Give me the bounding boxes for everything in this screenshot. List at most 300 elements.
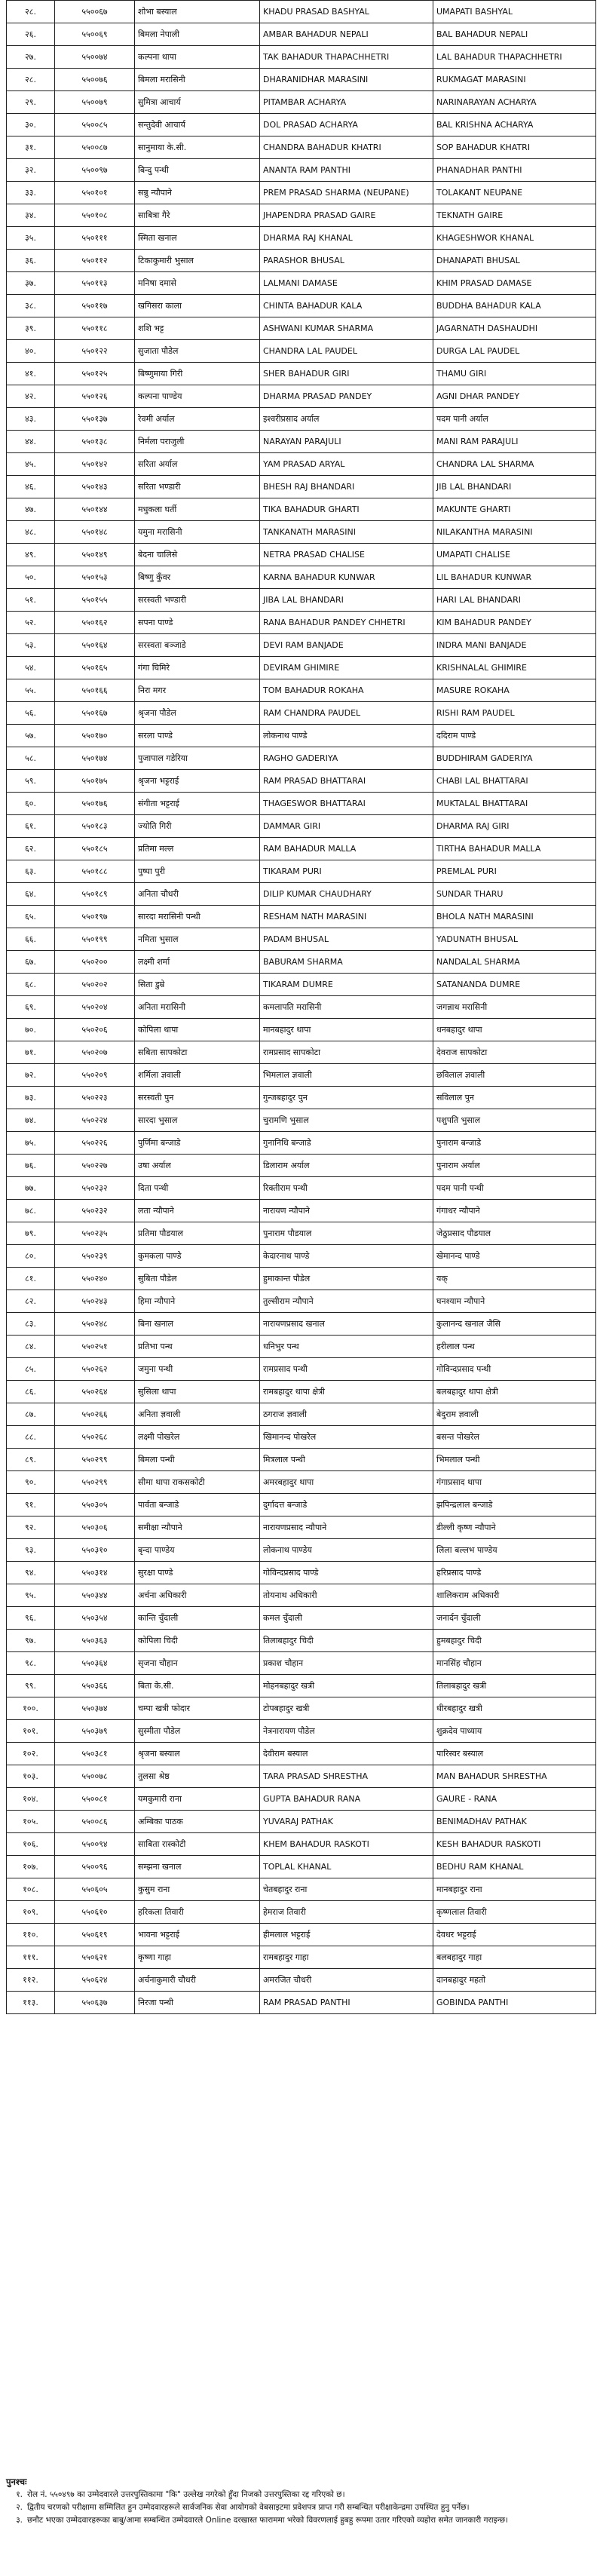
roll-number: ५५००६९ xyxy=(55,23,135,46)
table-row xyxy=(7,159,596,182)
grandfather-name: MUKTALAL BHATTARAI xyxy=(433,793,596,815)
table-row xyxy=(7,340,596,363)
roll-number: ५५०३७४ xyxy=(55,1697,135,1720)
candidate-name: लक्ष्मी पोखरेल xyxy=(135,1426,260,1449)
note-number: २. xyxy=(16,2503,23,2512)
roll-number: ५५०२०० xyxy=(55,951,135,974)
serial-number: २६. xyxy=(7,23,55,46)
roll-number: ५५०६१९ xyxy=(55,1924,135,1946)
roll-number: ५५०३१४ xyxy=(55,1562,135,1584)
grandfather-name: सविलाल पुन xyxy=(433,1087,596,1109)
father-name: तुल्सीराम न्यौपाने xyxy=(260,1290,433,1313)
table-row xyxy=(7,793,596,815)
serial-number: ४०. xyxy=(7,340,55,363)
roll-number: ५५०३४४ xyxy=(55,1584,135,1607)
candidate-name: सरिता अर्याल xyxy=(135,453,260,476)
grandfather-name: RISHI RAM PAUDEL xyxy=(433,702,596,725)
table-row xyxy=(7,815,596,838)
candidate-name: सन्नु न्यौपाने xyxy=(135,182,260,204)
serial-number: ७७. xyxy=(7,1177,55,1200)
father-name: TIKARAM DUMRE xyxy=(260,974,433,996)
table-row xyxy=(7,679,596,702)
father-name: TANKANATH MARASINI xyxy=(260,521,433,544)
roll-number: ५५०२३२ xyxy=(55,1177,135,1200)
roll-number: ५५०१४४ xyxy=(55,498,135,521)
serial-number: ११२. xyxy=(7,1969,55,1992)
serial-number: ८३. xyxy=(7,1313,55,1336)
serial-number: १०१. xyxy=(7,1720,55,1743)
candidate-name: अनिता मरासिनी xyxy=(135,996,260,1019)
father-name: रामप्रसाद सापकोटा xyxy=(260,1041,433,1064)
grandfather-name: KHAGESHWOR KHANAL xyxy=(433,227,596,250)
candidate-name: शशि भट्ट xyxy=(135,317,260,340)
roll-number: ५५०२४८ xyxy=(55,1313,135,1336)
serial-number: ६८. xyxy=(7,974,55,996)
table-row xyxy=(7,91,596,114)
roll-number: ५५०२३५ xyxy=(55,1222,135,1245)
roll-number: ५५००९७ xyxy=(55,159,135,182)
table-row xyxy=(7,408,596,431)
roll-number: ५५०३५४ xyxy=(55,1607,135,1630)
grandfather-name: घनश्याम न्यौपाने xyxy=(433,1290,596,1313)
candidate-name: श्रृजना भट्टराई xyxy=(135,770,260,793)
table-row xyxy=(7,272,596,295)
grandfather-name: KESH BAHADUR RASKOTI xyxy=(433,1833,596,1856)
father-name: मोहनबहादुर खत्री xyxy=(260,1675,433,1697)
candidate-name: बिन्दु पन्थी xyxy=(135,159,260,182)
father-name: DHARMA PRASAD PANDEY xyxy=(260,385,433,408)
roll-number: ५५०२६८ xyxy=(55,1426,135,1449)
candidate-name: बिता के.सी. xyxy=(135,1675,260,1697)
table-row xyxy=(7,1155,596,1177)
serial-number: ६३. xyxy=(7,860,55,883)
serial-number: ५४. xyxy=(7,657,55,679)
table-row xyxy=(7,747,596,770)
grandfather-name: PHANADHAR PANTHI xyxy=(433,159,596,182)
grandfather-name: जेठुप्रसाद पौडयाल xyxy=(433,1222,596,1245)
father-name: DILIP KUMAR CHAUDHARY xyxy=(260,883,433,906)
candidate-name: पुष्पा पुरी xyxy=(135,860,260,883)
roll-number: ५५०१२५ xyxy=(55,363,135,385)
roll-number: ५५०२६४ xyxy=(55,1381,135,1403)
candidate-name: सबिता सापकोटा xyxy=(135,1041,260,1064)
table-row xyxy=(7,1471,596,1494)
serial-number: ४९. xyxy=(7,544,55,566)
father-name: RAM PRASAD BHATTARAI xyxy=(260,770,433,793)
grandfather-name: CHABI LAL BHATTARAI xyxy=(433,770,596,793)
father-name: ASHWANI KUMAR SHARMA xyxy=(260,317,433,340)
roll-number: ५५०२५१ xyxy=(55,1336,135,1358)
table-row xyxy=(7,1336,596,1358)
serial-number: ७५. xyxy=(7,1132,55,1155)
candidate-name: कुसुम राना xyxy=(135,1878,260,1901)
candidate-name: दिता पन्थी xyxy=(135,1177,260,1200)
serial-number: ९१. xyxy=(7,1494,55,1516)
candidate-name: यमकुमारी राना xyxy=(135,1788,260,1811)
candidate-name: सपना पाण्डे xyxy=(135,612,260,634)
roll-number: ५५००७६ xyxy=(55,69,135,91)
grandfather-name: DHANAPATI BHUSAL xyxy=(433,250,596,272)
grandfather-name: शालिकराम अधिकारी xyxy=(433,1584,596,1607)
father-name: RESHAM NATH MARASINI xyxy=(260,906,433,928)
table-row xyxy=(7,1494,596,1516)
table-row xyxy=(7,996,596,1019)
father-name: रिक्तीराम पन्थी xyxy=(260,1177,433,1200)
table-row xyxy=(7,431,596,453)
father-name: RAGHO GADERIYA xyxy=(260,747,433,770)
roll-number: ५५०१८३ xyxy=(55,815,135,838)
table-row xyxy=(7,1992,596,2014)
table-row xyxy=(7,1041,596,1064)
father-name: RAM PRASAD PANTHI xyxy=(260,1992,433,2014)
grandfather-name: INDRA MANI BANJADE xyxy=(433,634,596,657)
candidate-name: बिना खनाल xyxy=(135,1313,260,1336)
roll-number: ५५०११३ xyxy=(55,272,135,295)
candidate-name: लता न्यौपाने xyxy=(135,1200,260,1222)
serial-number: ४८. xyxy=(7,521,55,544)
father-name: अमरजित चौधरी xyxy=(260,1969,433,1992)
father-name: गुनानिधि बन्जाडे xyxy=(260,1132,433,1155)
table-row xyxy=(7,612,596,634)
roll-number: ५५०१५३ xyxy=(55,566,135,589)
serial-number: ५८. xyxy=(7,747,55,770)
grandfather-name: पशुपति भुसाल xyxy=(433,1109,596,1132)
serial-number: १०७. xyxy=(7,1856,55,1878)
roll-number: ५५०२०४ xyxy=(55,996,135,1019)
serial-number: ८२. xyxy=(7,1290,55,1313)
father-name: टोपबहादुर खत्री xyxy=(260,1697,433,1720)
roll-number: ५५०१७५ xyxy=(55,770,135,793)
father-name: मानबहादुर थापा xyxy=(260,1019,433,1041)
grandfather-name: GAURE - RANA xyxy=(433,1788,596,1811)
father-name: TAK BAHADUR THAPACHHETRI xyxy=(260,46,433,69)
grandfather-name: DHARMA RAJ GIRI xyxy=(433,815,596,838)
grandfather-name: जगन्नाथ मरासिनी xyxy=(433,996,596,1019)
table-row xyxy=(7,1539,596,1562)
table-row xyxy=(7,1064,596,1087)
table-row xyxy=(7,69,596,91)
candidate-name: निरा मगर xyxy=(135,679,260,702)
roll-number: ५५०१६४ xyxy=(55,634,135,657)
serial-number: १०३. xyxy=(7,1765,55,1788)
candidate-name: सुस्मीता पौडेल xyxy=(135,1720,260,1743)
grandfather-name: NARINARAYAN ACHARYA xyxy=(433,91,596,114)
roll-number: ५५०२६२ xyxy=(55,1358,135,1381)
table-row xyxy=(7,1449,596,1471)
candidate-name: ज्योति गिरी xyxy=(135,815,260,838)
grandfather-name: GOBINDA PANTHI xyxy=(433,1992,596,2014)
table-row xyxy=(7,1697,596,1720)
table-row xyxy=(7,1946,596,1969)
father-name: TOPLAL KHANAL xyxy=(260,1856,433,1878)
candidate-name: चम्पा खत्री फोदार xyxy=(135,1697,260,1720)
candidate-name: शोभा बस्याल xyxy=(135,1,260,23)
candidate-name: बिमला पन्थी xyxy=(135,1449,260,1471)
candidate-name: कल्पना थापा xyxy=(135,46,260,69)
candidate-name: कान्ति चुँदाली xyxy=(135,1607,260,1630)
roll-number: ५५००८१ xyxy=(55,1788,135,1811)
father-name: LALMANI DAMASE xyxy=(260,272,433,295)
serial-number: ५०. xyxy=(7,566,55,589)
candidate-name: हिमा न्यौपाने xyxy=(135,1290,260,1313)
serial-number: ५२. xyxy=(7,612,55,634)
table-row xyxy=(7,1109,596,1132)
table-row xyxy=(7,1811,596,1833)
serial-number: १०५. xyxy=(7,1811,55,1833)
candidate-name: सानुमाया के.सी. xyxy=(135,136,260,159)
father-name: DOL PRASAD ACHARYA xyxy=(260,114,433,136)
note-number: ३. xyxy=(16,2516,23,2525)
father-name: लोकनाथ पाण्डे xyxy=(260,725,433,747)
roll-number: ५५०२०२ xyxy=(55,974,135,996)
serial-number: १०६. xyxy=(7,1833,55,1856)
father-name: चेतबहादुर राना xyxy=(260,1878,433,1901)
roll-number: ५५०१०८ xyxy=(55,204,135,227)
roll-number: ५५००८६ xyxy=(55,1811,135,1833)
roll-number: ५५००९४ xyxy=(55,1833,135,1856)
serial-number: १०९. xyxy=(7,1901,55,1924)
grandfather-name: MANI RAM PARAJULI xyxy=(433,431,596,453)
candidate-name: कल्पना पाण्डेय xyxy=(135,385,260,408)
grandfather-name: TIRTHA BAHADUR MALLA xyxy=(433,838,596,860)
grandfather-name: डील्ली कृष्ण न्यौपाने xyxy=(433,1516,596,1539)
father-name: TIKA BAHADUR GHARTI xyxy=(260,498,433,521)
table-row xyxy=(7,702,596,725)
father-name: रामप्रसाद पन्थी xyxy=(260,1358,433,1381)
table-row xyxy=(7,770,596,793)
candidate-name: श्रृजना पौडेल xyxy=(135,702,260,725)
candidate-name: कोपिला चिदी xyxy=(135,1630,260,1652)
candidate-name: बेदना चालिसे xyxy=(135,544,260,566)
candidate-name: सुमित्रा आचार्य xyxy=(135,91,260,114)
roll-number: ५५०१८९ xyxy=(55,883,135,906)
father-name: नेत्रनारायण पौडेल xyxy=(260,1720,433,1743)
table-row xyxy=(7,1562,596,1584)
father-name: TARA PRASAD SHRESTHA xyxy=(260,1765,433,1788)
candidate-name: बृन्दा पाण्डेय xyxy=(135,1539,260,1562)
candidate-name: बिमला मरासिनी xyxy=(135,69,260,91)
table-row xyxy=(7,1426,596,1449)
candidate-name: बिष्णु कुँवर xyxy=(135,566,260,589)
candidate-name: रेवमी अर्याल xyxy=(135,408,260,431)
father-name: गुन्जबहादुर पुन xyxy=(260,1087,433,1109)
serial-number: ६४. xyxy=(7,883,55,906)
table-row xyxy=(7,1019,596,1041)
candidate-table xyxy=(6,0,596,2014)
grandfather-name: SUNDAR THARU xyxy=(433,883,596,906)
table-row xyxy=(7,1630,596,1652)
grandfather-name: जनार्दन चुँदाली xyxy=(433,1607,596,1630)
father-name: PADAM BHUSAL xyxy=(260,928,433,951)
grandfather-name: SOP BAHADUR KHATRI xyxy=(433,136,596,159)
candidate-name: तुलसा श्रेष्ठ xyxy=(135,1765,260,1788)
candidate-name: कृष्णा गाहा xyxy=(135,1946,260,1969)
roll-number: ५५०१७० xyxy=(55,725,135,747)
serial-number: ३९. xyxy=(7,317,55,340)
serial-number: ५५. xyxy=(7,679,55,702)
roll-number: ५५०१६६ xyxy=(55,679,135,702)
roll-number: ५५०१०१ xyxy=(55,182,135,204)
father-name: NARAYAN PARAJULI xyxy=(260,431,433,453)
grandfather-name: LIL BAHADUR KUNWAR xyxy=(433,566,596,589)
candidate-name: सृजना चौहान xyxy=(135,1652,260,1675)
father-name: हुमाकान्त पौडेल xyxy=(260,1268,433,1290)
serial-number: ३७. xyxy=(7,272,55,295)
grandfather-name: पुनाराम अर्याल xyxy=(433,1155,596,1177)
candidate-name: मनिषा दमासे xyxy=(135,272,260,295)
candidate-name: सरला पाण्डे xyxy=(135,725,260,747)
table-row xyxy=(7,1833,596,1856)
grandfather-name: CHANDRA LAL SHARMA xyxy=(433,453,596,476)
roll-number: ५५०१८८ xyxy=(55,860,135,883)
grandfather-name: हुमबहादुर चिदी xyxy=(433,1630,596,1652)
roll-number: ५५०१९९ xyxy=(55,928,135,951)
table-row xyxy=(7,1403,596,1426)
candidate-name: अर्चना अधिकारी xyxy=(135,1584,260,1607)
grandfather-name: MASURE ROKAHA xyxy=(433,679,596,702)
candidate-name: सिता डुम्रे xyxy=(135,974,260,996)
roll-number: ५५०१७४ xyxy=(55,747,135,770)
grandfather-name: BAL BAHADUR NEPALI xyxy=(433,23,596,46)
roll-number: ५५०२२३ xyxy=(55,1087,135,1109)
table-row xyxy=(7,1516,596,1539)
serial-number: ६५. xyxy=(7,906,55,928)
roll-number: ५५०१६२ xyxy=(55,612,135,634)
roll-number: ५५०२६६ xyxy=(55,1403,135,1426)
serial-number: ८९. xyxy=(7,1449,55,1471)
serial-number: ५७. xyxy=(7,725,55,747)
grandfather-name: बलबहादुर गाहा xyxy=(433,1946,596,1969)
roll-number: ५५०२२७ xyxy=(55,1155,135,1177)
grandfather-name: KHIM PRASAD DAMASE xyxy=(433,272,596,295)
roll-number: ५५००७९ xyxy=(55,91,135,114)
table-row xyxy=(7,544,596,566)
table-row xyxy=(7,23,596,46)
father-name: ANANTA RAM PANTHI xyxy=(260,159,433,182)
father-name: मित्रलाल पन्थी xyxy=(260,1449,433,1471)
note-text: छनौट भएका उम्मेदवारहरूका बाबु/आमा सम्बन्धित उम्मेदवारले Online दरखास्त फाराममा भरेको विवरणलाई हुबहु रूपमा उतार गरिएको व्यहोरा समेत जानकारी गराइन्छ। xyxy=(27,2516,509,2525)
grandfather-name: NILAKANTHA MARASINI xyxy=(433,521,596,544)
father-name: प्रकाश चौहान xyxy=(260,1652,433,1675)
grandfather-name: BHOLA NATH MARASINI xyxy=(433,906,596,928)
candidate-name: संगीता भट्टराई xyxy=(135,793,260,815)
serial-number: ३३. xyxy=(7,182,55,204)
serial-number: ४१. xyxy=(7,363,55,385)
table-row xyxy=(7,1607,596,1630)
father-name: अमरबहादुर थापा xyxy=(260,1471,433,1494)
serial-number: ६२. xyxy=(7,838,55,860)
serial-number: ७६. xyxy=(7,1155,55,1177)
table-row xyxy=(7,974,596,996)
table-row xyxy=(7,928,596,951)
grandfather-name: KRISHNALAL GHIMIRE xyxy=(433,657,596,679)
table-row xyxy=(7,317,596,340)
roll-number: ५५००६७ xyxy=(55,1,135,23)
serial-number: ४५. xyxy=(7,453,55,476)
grandfather-name: LAL BAHADUR THAPACHHETRI xyxy=(433,46,596,69)
serial-number: ६६. xyxy=(7,928,55,951)
roll-number: ५५०३७९ xyxy=(55,1720,135,1743)
grandfather-name: गोविन्दप्रसाद पन्थी xyxy=(433,1358,596,1381)
roll-number: ५५०१४३ xyxy=(55,476,135,498)
candidate-name: नमिता भुसाल xyxy=(135,928,260,951)
table-row xyxy=(7,1675,596,1697)
table-row xyxy=(7,476,596,498)
roll-number: ५५००९६ xyxy=(55,1856,135,1878)
father-name: CHANDRA LAL PAUDEL xyxy=(260,340,433,363)
serial-number: ५९. xyxy=(7,770,55,793)
candidate-name: यमुना मरासिनी xyxy=(135,521,260,544)
father-name: YUVARAJ PATHAK xyxy=(260,1811,433,1833)
roll-number: ५५०११८ xyxy=(55,317,135,340)
table-row xyxy=(7,1222,596,1245)
father-name: KARNA BAHADUR KUNWAR xyxy=(260,566,433,589)
table-row xyxy=(7,1856,596,1878)
candidate-name: सरिता भण्डारी xyxy=(135,476,260,498)
serial-number: १००. xyxy=(7,1697,55,1720)
table-row xyxy=(7,1358,596,1381)
grandfather-name: देवधर भट्टराई xyxy=(433,1924,596,1946)
father-name: CHINTA BAHADUR KALA xyxy=(260,295,433,317)
father-name: DHARMA RAJ KHANAL xyxy=(260,227,433,250)
grandfather-name: TEKNATH GAIRE xyxy=(433,204,596,227)
father-name: SHER BAHADUR GIRI xyxy=(260,363,433,385)
table-row xyxy=(7,204,596,227)
serial-number: ७४. xyxy=(7,1109,55,1132)
serial-number: ९६. xyxy=(7,1607,55,1630)
father-name: रामबहादुर थापा क्षेत्री xyxy=(260,1381,433,1403)
serial-number: १०४. xyxy=(7,1788,55,1811)
table-row xyxy=(7,1245,596,1268)
roll-number: ५५०२४३ xyxy=(55,1290,135,1313)
grandfather-name: पदम पानी अर्याल xyxy=(433,408,596,431)
candidate-name: लक्ष्मी शर्मा xyxy=(135,951,260,974)
father-name: हेमराज तिवारी xyxy=(260,1901,433,1924)
serial-number: ९३. xyxy=(7,1539,55,1562)
roll-number: ५५०२२६ xyxy=(55,1132,135,1155)
candidate-name: सीमा थापा राकसकोटी xyxy=(135,1471,260,1494)
table-row xyxy=(7,1924,596,1946)
roll-number: ५५०३८१ xyxy=(55,1743,135,1765)
roll-number: ५५०३६६ xyxy=(55,1675,135,1697)
candidate-name: सरस्वती पुन xyxy=(135,1087,260,1109)
father-name: नारायणप्रसाद खनाल xyxy=(260,1313,433,1336)
father-name: THAGESWOR BHATTARAI xyxy=(260,793,433,815)
father-name: केदारनाथ पाण्डे xyxy=(260,1245,433,1268)
note-item xyxy=(6,2502,595,2513)
father-name: कमलापति मरासिनी xyxy=(260,996,433,1019)
table-row xyxy=(7,498,596,521)
candidate-name: हरिकला तिवारी xyxy=(135,1901,260,1924)
candidate-name: अम्बिका पाठक xyxy=(135,1811,260,1833)
father-name: CHANDRA BAHADUR KHATRI xyxy=(260,136,433,159)
candidate-name: मधुकला घर्ती xyxy=(135,498,260,521)
father-name: DEVI RAM BANJADE xyxy=(260,634,433,657)
grandfather-name: पारिस्वर बस्याल xyxy=(433,1743,596,1765)
father-name: DHARANIDHAR MARASINI xyxy=(260,69,433,91)
table-row xyxy=(7,634,596,657)
roll-number: ५५००७८ xyxy=(55,1765,135,1788)
grandfather-name: TOLAKANT NEUPANE xyxy=(433,182,596,204)
grandfather-name: तिलाबहादुर खत्री xyxy=(433,1675,596,1697)
table-row xyxy=(7,1268,596,1290)
candidate-name: सुसिला थापा xyxy=(135,1381,260,1403)
roll-number: ५५०१६५ xyxy=(55,657,135,679)
grandfather-name: झपिन्द्रलाल बन्जाडे xyxy=(433,1494,596,1516)
serial-number: ३२. xyxy=(7,159,55,182)
note-list xyxy=(6,2489,595,2526)
grandfather-name: बलबहादुर थापा क्षेत्री xyxy=(433,1381,596,1403)
